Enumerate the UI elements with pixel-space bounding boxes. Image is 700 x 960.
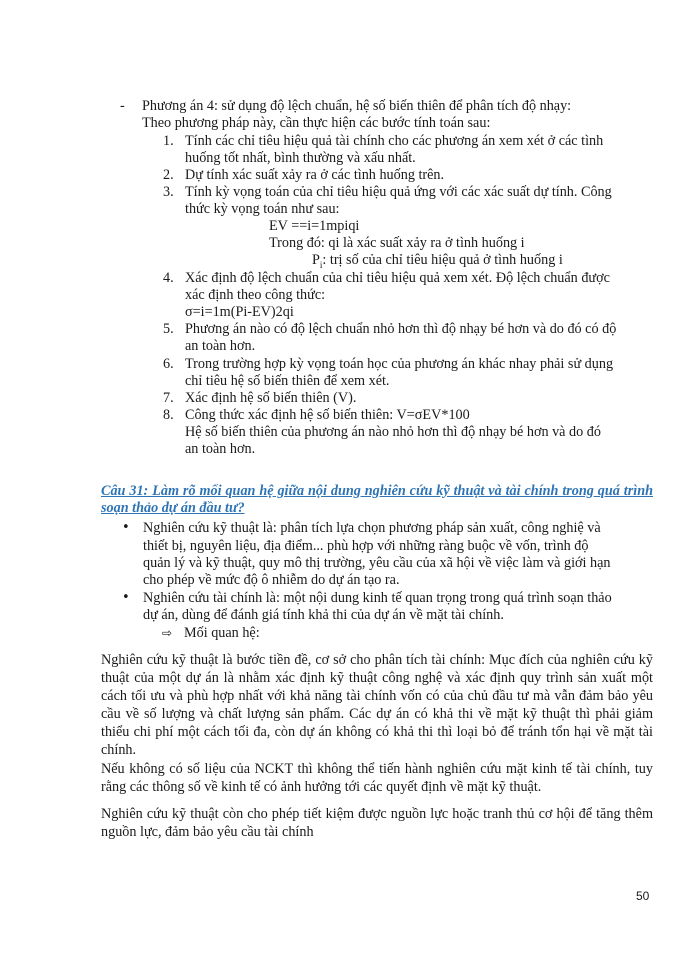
- method4-intro: Theo phương pháp này, cần thực hiện các bước tính toán sau:: [142, 115, 491, 131]
- step-text: thức kỳ vọng toán như sau:: [185, 201, 340, 217]
- bullet-text: quản lý và kỹ thuật, quy mô thị trường, yêu cầu của xã hội về việc làm và giới hạn: [143, 555, 611, 571]
- bullet-icon: •: [122, 520, 130, 535]
- paragraph: Nghiên cứu kỹ thuật còn cho phép tiết kiệm được nguồn lực hoặc tranh thủ cơ hội để tăng thêm nguồn lực, đảm bảo yêu cầu tài chính: [101, 806, 653, 840]
- method4-title: Phương án 4: sử dụng độ lệch chuẩn, hệ số biến thiên để phân tích độ nhạy:: [142, 98, 572, 114]
- step-text: Phương án nào có độ lệch chuẩn nhỏ hơn thì độ nhạy bé hơn và do đó có độ: [185, 321, 617, 337]
- step-text: Hệ số biến thiên của phương án nào nhỏ hơn thì độ nhạy bé hơn và do đó: [185, 424, 601, 440]
- step-text: Trong trường hợp kỳ vọng toán học của phương án khác nhay phải sử dụng: [185, 356, 614, 372]
- relation-label: Mối quan hệ:: [184, 625, 260, 641]
- step-text: xác định theo công thức:: [185, 287, 326, 303]
- bullet-text: Nghiên cứu kỹ thuật là: phân tích lựa chọn phương pháp sản xuất, công nghiệ và: [143, 520, 601, 536]
- step-text: Xác định hệ số biến thiên (V).: [185, 390, 357, 406]
- arrow-right-icon: ⇨: [162, 626, 173, 640]
- page-number: 50: [636, 889, 650, 903]
- step-number: 5.: [163, 321, 174, 337]
- bullet-text: cho phép về mức độ ô nhiễm do dự án tạo ra.: [143, 572, 400, 588]
- step-text: chỉ tiêu hệ số biến thiên để xem xét.: [185, 373, 390, 389]
- step-number: 2.: [163, 167, 174, 183]
- paragraph: Nếu không có số liệu của NCKT thì không thể tiến hành nghiên cứu mặt kinh tế tài chính, tuy rằng các thông số về kinh tế có ảnh hưởng tới các quyết định về mặt kỹ thuật.: [101, 761, 653, 795]
- formula-ev: EV ==i=1mpiqi: [269, 218, 360, 234]
- step-number: 6.: [163, 356, 174, 372]
- formula-sigma: σ=i=1m(Pi-EV)2qi: [185, 304, 294, 320]
- step-number: 1.: [163, 133, 174, 149]
- step-text: Tính các chỉ tiêu hiệu quả tài chính cho các phương án xem xét ở các tình: [185, 133, 604, 149]
- p-symbol: P: [312, 252, 320, 268]
- step-number: 4.: [163, 270, 174, 286]
- step-text: huống tốt nhất, bình thường và xấu nhất.: [185, 150, 416, 166]
- bullet-text: thiết bị, nguyên liệu, địa điểm... phù hợp với những ràng buộc về vốn, trình độ: [143, 538, 589, 554]
- bullet-text: dự án, dùng để đánh giá tính khả thi của dự án về mặt tài chính.: [143, 607, 504, 623]
- p-text: : trị số của chỉ tiêu hiệu quả ở tình huống i: [322, 252, 563, 268]
- step-text: Xác định độ lệch chuẩn của chỉ tiêu hiệu quả xem xét. Độ lệch chuẩn được: [185, 270, 610, 286]
- step-number: 8.: [163, 407, 174, 423]
- step-text: Dự tính xác suất xảy ra ở các tình huống trên.: [185, 167, 445, 183]
- step-text: an toàn hơn.: [185, 441, 256, 457]
- paragraph: Nghiên cứu kỹ thuật là bước tiền đề, cơ sở cho phân tích tài chính: Mục đích của nghiên cứu kỹ thuật của một dự án là nhằm xác định kỹ thuật công nghệ và xác định quy trình sản xuất một cách tối ưu và phù hợp nhất với khả năng tài chính vốn có của chủ đầu tư mà vẫn đảm bảo yêu cầu về số lượng và chất lượng sản phẩm. Các dự án có khả thi về mặt kỹ thuật thì phải giảm thiểu chi phí một cách tối đa, còn dự án không có khả thi thì loại bỏ để tránh tổn hại về mặt tài chính.: [101, 652, 653, 758]
- step-text: Tính kỳ vọng toán của chỉ tiêu hiệu quả ứng với các xác suất dự tính. Công: [185, 184, 612, 200]
- step-number: 3.: [163, 184, 174, 200]
- question-heading: Câu 31: Làm rõ mối quan hệ giữa nội dung nghiên cứu kỹ thuật và tài chính trong quá trình soạn thảo dự án đầu tư?: [101, 483, 653, 516]
- bullet-icon: •: [122, 590, 130, 605]
- step-text: an toàn hơn.: [185, 338, 256, 354]
- formula-where-q: Trong đó: qi là xác suất xảy ra ở tình huống i: [269, 235, 525, 251]
- step-number: 7.: [163, 390, 174, 406]
- p-subscript: i: [319, 259, 323, 270]
- dash-marker: -: [120, 98, 125, 114]
- bullet-text: Nghiên cứu tài chính là: một nội dung kinh tế quan trọng trong quá trình soạn thảo: [143, 590, 612, 606]
- step-text: Công thức xác định hệ số biến thiên: V=σEV*100: [185, 407, 470, 423]
